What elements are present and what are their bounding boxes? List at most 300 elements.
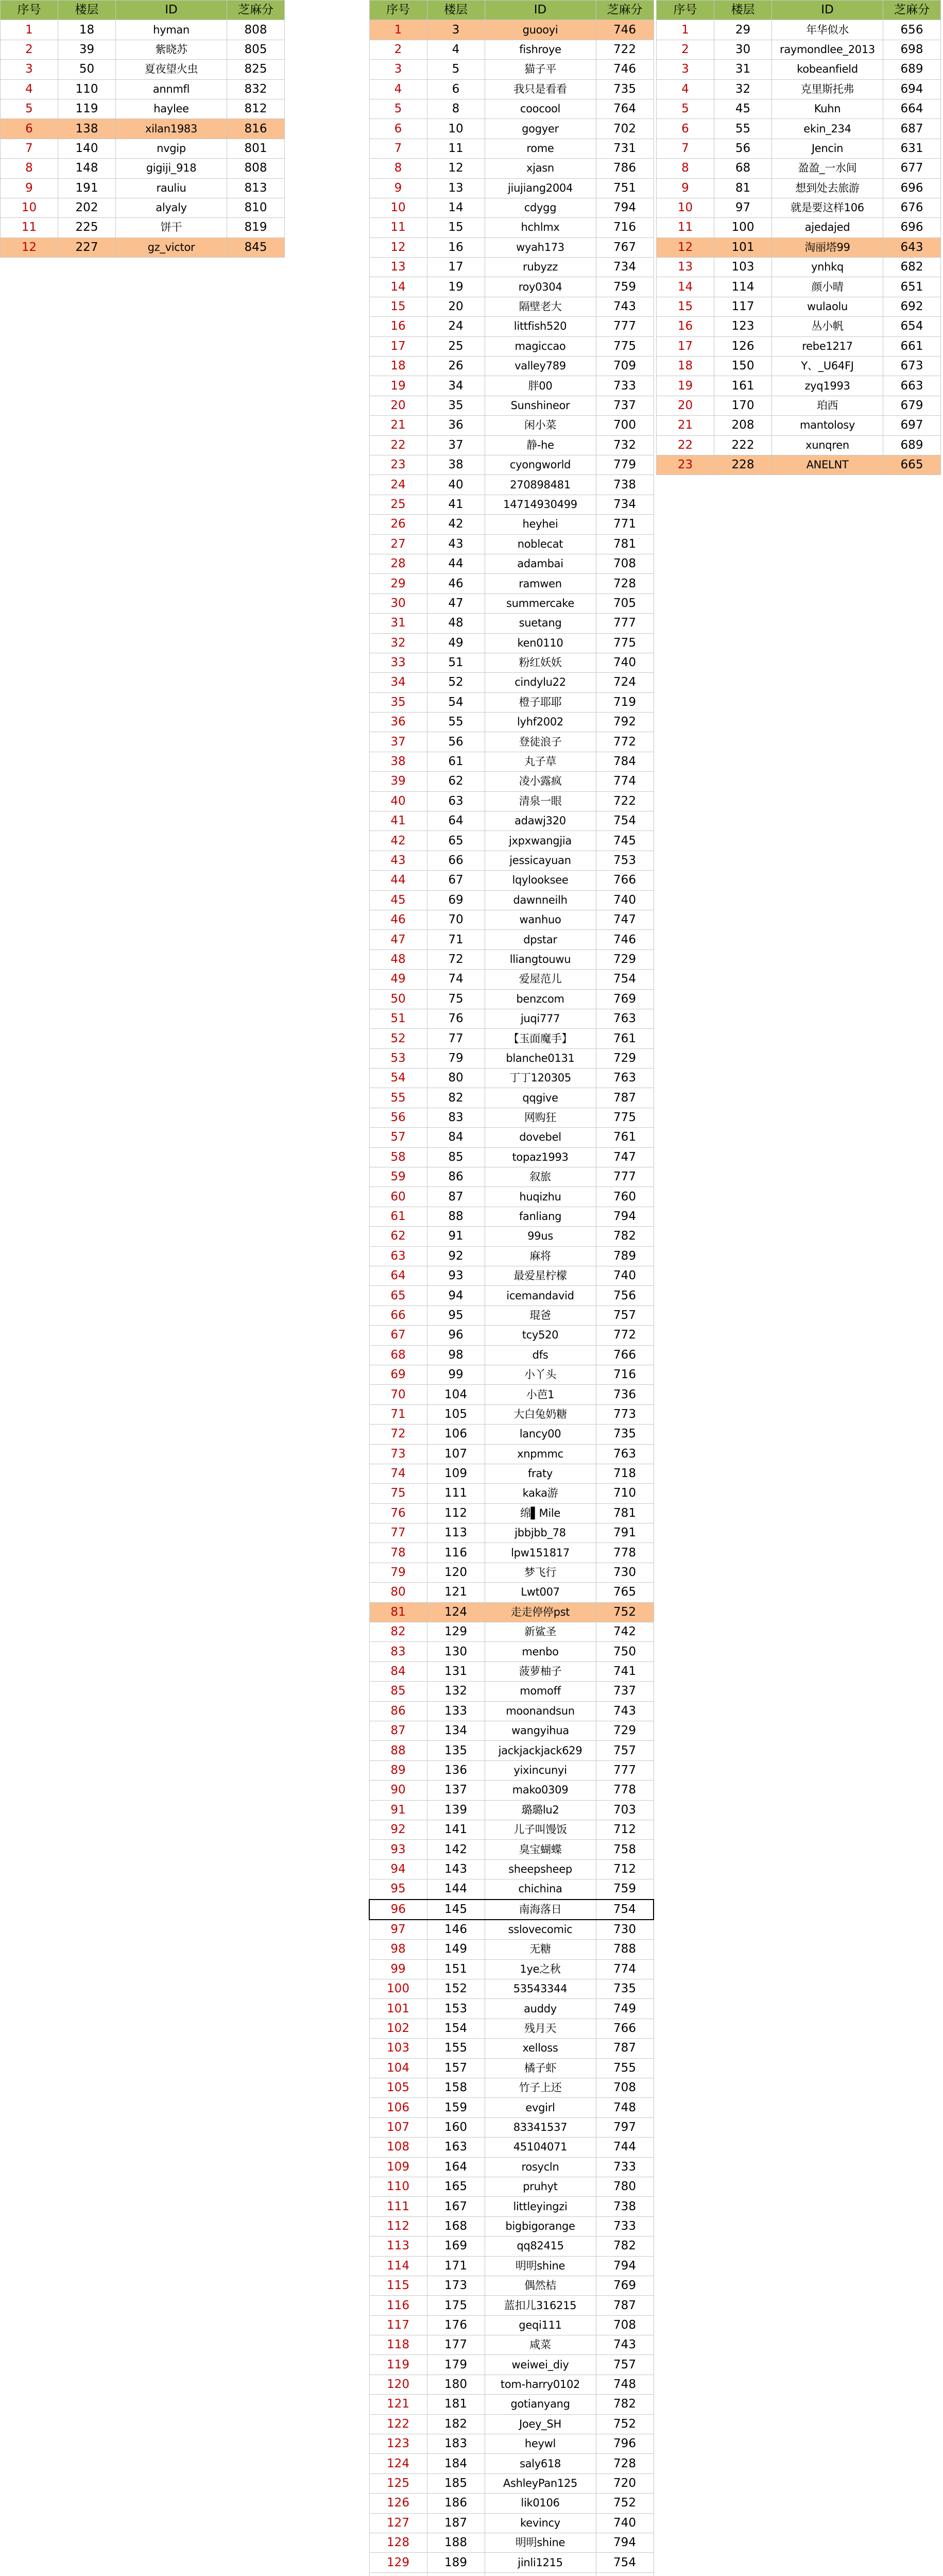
cell-floor: 161 xyxy=(714,376,772,396)
cell-seq: 16 xyxy=(369,317,427,336)
cell-seq: 51 xyxy=(369,1009,427,1028)
cell-floor: 146 xyxy=(427,1920,485,1940)
cell-seq: 25 xyxy=(369,495,427,514)
cell-id: xilan1983 xyxy=(116,119,227,139)
cell-id: cdygg xyxy=(485,198,596,217)
cell-id: evgirl xyxy=(485,2098,596,2117)
cell-floor: 26 xyxy=(427,357,485,376)
cell-seq: 56 xyxy=(369,1108,427,1127)
cell-floor: 137 xyxy=(427,1781,485,1800)
cell-floor: 144 xyxy=(427,1879,485,1900)
table-row xyxy=(657,178,941,198)
table-score-800-plus xyxy=(0,0,285,258)
table-row xyxy=(369,1800,654,1820)
cell-id: 网购狂 xyxy=(485,1108,596,1127)
cell-score: 755 xyxy=(596,2058,654,2078)
cell-seq: 74 xyxy=(369,1464,427,1483)
cell-id: blanche0131 xyxy=(485,1048,596,1068)
cell-seq: 107 xyxy=(369,2117,427,2137)
cell-seq: 13 xyxy=(369,258,427,277)
cell-id: rauliu xyxy=(116,178,227,198)
cell-score: 687 xyxy=(883,119,941,139)
cell-id: Lwt007 xyxy=(485,1583,596,1602)
table-row xyxy=(369,534,654,554)
table-row xyxy=(369,1266,654,1286)
cell-id: 清泉一眼 xyxy=(485,791,596,811)
cell-seq: 52 xyxy=(369,1029,427,1048)
cell-score: 792 xyxy=(596,713,654,732)
cell-id: 粉红妖妖 xyxy=(485,653,596,672)
cell-score: 661 xyxy=(883,336,941,356)
cell-seq: 109 xyxy=(369,2157,427,2177)
cell-floor: 55 xyxy=(427,713,485,732)
cell-score: 732 xyxy=(596,435,654,455)
cell-id: fishroye xyxy=(485,40,596,59)
cell-score: 742 xyxy=(596,1622,654,1642)
cell-floor: 119 xyxy=(58,99,116,118)
cell-seq: 4 xyxy=(1,79,58,99)
cell-score: 738 xyxy=(596,2197,654,2216)
cell-seq: 15 xyxy=(369,297,427,316)
cell-score: 750 xyxy=(596,1642,654,1662)
cell-score: 808 xyxy=(227,20,285,40)
table-row xyxy=(369,1365,654,1384)
cell-floor: 19 xyxy=(427,277,485,297)
cell-score: 805 xyxy=(227,40,285,59)
cell-seq: 3 xyxy=(1,60,58,79)
table-row xyxy=(369,1741,654,1760)
cell-seq: 12 xyxy=(1,238,58,257)
table-row xyxy=(369,1781,654,1800)
cell-score: 764 xyxy=(596,99,654,118)
cell-score: 737 xyxy=(596,1682,654,1701)
cell-seq: 79 xyxy=(369,1563,427,1582)
cell-score: 740 xyxy=(596,1266,654,1286)
table-row xyxy=(369,772,654,791)
cell-score: 722 xyxy=(596,791,654,811)
table-row xyxy=(369,1760,654,1780)
cell-score: 734 xyxy=(596,495,654,514)
cell-score: 743 xyxy=(596,297,654,316)
cell-score: 766 xyxy=(596,1345,654,1365)
cell-floor: 130 xyxy=(427,1642,485,1662)
table-row xyxy=(369,614,654,633)
cell-id: 83341537 xyxy=(485,2117,596,2137)
cell-score: 746 xyxy=(596,20,654,40)
cell-seq: 81 xyxy=(369,1602,427,1622)
table-row xyxy=(369,1425,654,1444)
cell-seq: 22 xyxy=(657,435,714,455)
cell-seq: 105 xyxy=(369,2078,427,2098)
cell-floor: 44 xyxy=(427,554,485,573)
table-row xyxy=(369,40,654,59)
table-row xyxy=(369,1246,654,1266)
cell-seq: 101 xyxy=(369,1999,427,2019)
cell-seq: 10 xyxy=(1,198,58,217)
table-row xyxy=(369,1563,654,1582)
cell-id: 静-he xyxy=(485,435,596,455)
cell-score: 735 xyxy=(596,1979,654,1999)
cell-seq: 125 xyxy=(369,2473,427,2493)
table-row xyxy=(1,159,285,178)
table-row xyxy=(369,2019,654,2038)
cell-score: 777 xyxy=(596,317,654,336)
cell-seq: 21 xyxy=(657,416,714,435)
cell-score: 754 xyxy=(596,1900,654,1920)
cell-id: 年华似水 xyxy=(772,20,883,40)
cell-seq: 113 xyxy=(369,2236,427,2256)
cell-score: 761 xyxy=(596,1029,654,1048)
cell-id: gotianyang xyxy=(485,2395,596,2414)
cell-score: 709 xyxy=(596,357,654,376)
cell-seq: 124 xyxy=(369,2454,427,2473)
cell-id: noblecat xyxy=(485,534,596,554)
cell-id: 紫晓苏 xyxy=(116,40,227,59)
cell-seq: 32 xyxy=(369,633,427,653)
cell-floor: 41 xyxy=(427,495,485,514)
cell-floor: 75 xyxy=(427,989,485,1009)
cell-score: 782 xyxy=(596,1227,654,1246)
cell-floor: 42 xyxy=(427,515,485,534)
cell-id: tom-harry0102 xyxy=(485,2375,596,2394)
cell-floor: 180 xyxy=(427,2375,485,2394)
cell-id: magiccao xyxy=(485,336,596,356)
cell-id: ajedajed xyxy=(772,218,883,238)
table-row xyxy=(657,198,941,217)
cell-seq: 11 xyxy=(657,218,714,238)
cell-id: summercake xyxy=(485,594,596,613)
cell-score: 745 xyxy=(596,831,654,851)
cell-floor: 228 xyxy=(714,455,772,474)
cell-score: 775 xyxy=(596,1108,654,1127)
cell-score: 756 xyxy=(596,1286,654,1306)
table-row xyxy=(369,2117,654,2137)
cell-floor: 101 xyxy=(714,238,772,257)
cell-score: 782 xyxy=(596,2236,654,2256)
cell-floor: 70 xyxy=(427,910,485,929)
cell-seq: 114 xyxy=(369,2256,427,2276)
cell-id: yixincunyi xyxy=(485,1760,596,1780)
table-row xyxy=(369,218,654,238)
table-row xyxy=(657,435,941,455)
cell-id: 绵▌Mile xyxy=(485,1503,596,1523)
cell-floor: 37 xyxy=(427,435,485,455)
cell-floor: 40 xyxy=(427,475,485,495)
cell-score: 743 xyxy=(596,2335,654,2355)
cell-id: fraty xyxy=(485,1464,596,1483)
table-row xyxy=(369,1662,654,1681)
table-row xyxy=(369,989,654,1009)
cell-seq: 26 xyxy=(369,515,427,534)
cell-score: 773 xyxy=(596,1404,654,1424)
cell-id: 偶然桔 xyxy=(485,2276,596,2295)
cell-seq: 104 xyxy=(369,2058,427,2078)
cell-floor: 74 xyxy=(427,970,485,989)
cell-id: adawj320 xyxy=(485,811,596,831)
cell-score: 654 xyxy=(883,317,941,336)
cell-id: 梦飞行 xyxy=(485,1563,596,1582)
cell-id: 叙旅 xyxy=(485,1167,596,1187)
cell-floor: 120 xyxy=(427,1563,485,1582)
cell-id: 南海落日 xyxy=(485,1900,596,1920)
cell-id: 琨爸 xyxy=(485,1306,596,1325)
table-row xyxy=(369,1701,654,1721)
cell-floor: 81 xyxy=(714,178,772,198)
cell-score: 722 xyxy=(596,40,654,59)
cell-seq: 36 xyxy=(369,713,427,732)
table-row xyxy=(369,515,654,534)
table-row xyxy=(369,2355,654,2375)
cell-floor: 106 xyxy=(427,1425,485,1444)
cell-id: tcy520 xyxy=(485,1326,596,1345)
cell-score: 748 xyxy=(596,2375,654,2394)
cell-score: 731 xyxy=(596,139,654,158)
cell-seq: 1 xyxy=(1,20,58,40)
table-row xyxy=(369,1187,654,1207)
table-row xyxy=(369,2572,654,2576)
cell-seq: 65 xyxy=(369,1286,427,1306)
cell-id: wulaolu xyxy=(772,297,883,316)
cell-seq: 4 xyxy=(369,79,427,99)
cell-id: xunqren xyxy=(772,435,883,455)
table-row xyxy=(369,1820,654,1839)
table-row xyxy=(369,20,654,40)
table-row xyxy=(369,1128,654,1147)
cell-id: jiujiang2004 xyxy=(485,178,596,198)
cell-seq: 67 xyxy=(369,1326,427,1345)
table-row xyxy=(369,1999,654,2019)
cell-id: gigiji_918 xyxy=(116,159,227,178)
table-row xyxy=(1,139,285,158)
header-floor: 楼层 xyxy=(714,1,772,20)
cell-id: 走走停停pst xyxy=(485,1602,596,1622)
cell-id: jinli1215 xyxy=(485,2553,596,2572)
cell-score: 676 xyxy=(883,198,941,217)
cell-floor: 4 xyxy=(427,40,485,59)
cell-seq: 58 xyxy=(369,1147,427,1167)
cell-floor: 105 xyxy=(427,1404,485,1424)
cell-id: 丛小帆 xyxy=(772,317,883,336)
cell-id: 明明shine xyxy=(485,2256,596,2276)
cell-floor: 154 xyxy=(427,2019,485,2038)
cell-seq: 85 xyxy=(369,1682,427,1701)
cell-id: annmfl xyxy=(116,79,227,99)
cell-score: 708 xyxy=(596,2078,654,2098)
table-row xyxy=(369,495,654,514)
cell-floor: 51 xyxy=(427,653,485,672)
table-row xyxy=(369,2494,654,2513)
header-row xyxy=(657,1,941,20)
cell-score: 710 xyxy=(596,1484,654,1503)
cell-floor: 68 xyxy=(714,159,772,178)
cell-floor: 114 xyxy=(714,277,772,297)
cell-seq: 9 xyxy=(369,178,427,198)
cell-floor: 222 xyxy=(714,435,772,455)
cell-score: 752 xyxy=(596,2414,654,2434)
cell-score: 777 xyxy=(596,614,654,633)
cell-floor: 107 xyxy=(427,1444,485,1464)
cell-score: 700 xyxy=(596,416,654,435)
cell-id: kobeanfield xyxy=(772,60,883,79)
cell-seq: 98 xyxy=(369,1940,427,1959)
cell-seq: 27 xyxy=(369,534,427,554)
cell-score: 812 xyxy=(227,99,285,118)
cell-floor: 138 xyxy=(58,119,116,139)
cell-seq: 76 xyxy=(369,1503,427,1523)
table-row xyxy=(369,357,654,376)
table-row xyxy=(369,1108,654,1127)
table-row xyxy=(369,139,654,158)
cell-score: 759 xyxy=(596,1879,654,1900)
cell-floor: 63 xyxy=(427,791,485,811)
table-row xyxy=(369,1959,654,1979)
table-row xyxy=(657,20,941,40)
cell-floor: 173 xyxy=(427,2276,485,2295)
cell-floor: 129 xyxy=(427,1622,485,1642)
cell-seq: 15 xyxy=(657,297,714,316)
cell-id: mako0309 xyxy=(485,1781,596,1800)
cell-score: 663 xyxy=(883,376,941,396)
cell-floor: 176 xyxy=(427,2315,485,2335)
cell-seq: 62 xyxy=(369,1227,427,1246)
table-row xyxy=(369,178,654,198)
table-row xyxy=(369,119,654,139)
table-row xyxy=(1,238,285,257)
header-score: 芝麻分 xyxy=(596,1,654,20)
table-row xyxy=(657,258,941,277)
cell-id: Kuhn xyxy=(772,99,883,118)
header-floor: 楼层 xyxy=(58,1,116,20)
cell-score: 772 xyxy=(596,1326,654,1345)
cell-id: coocool xyxy=(485,99,596,118)
table-row xyxy=(369,1464,654,1483)
cell-seq: 82 xyxy=(369,1622,427,1642)
cell-id: lyhf2002 xyxy=(485,713,596,732)
cell-score: 757 xyxy=(596,2355,654,2375)
table-row xyxy=(369,198,654,217)
table-row xyxy=(369,1503,654,1523)
cell-floor: 134 xyxy=(427,1721,485,1740)
table-row xyxy=(369,2395,654,2414)
cell-id: qq82415 xyxy=(485,2236,596,2256)
cell-score: 777 xyxy=(596,1760,654,1780)
cell-seq: 8 xyxy=(1,159,58,178)
cell-score: 733 xyxy=(596,2157,654,2177)
cell-seq: 39 xyxy=(369,772,427,791)
table-row xyxy=(369,1286,654,1306)
cell-score: 643 xyxy=(883,238,941,257)
cell-seq: 23 xyxy=(369,455,427,474)
cell-floor: 149 xyxy=(427,1940,485,1959)
cell-seq: 44 xyxy=(369,871,427,890)
cell-score: 845 xyxy=(227,238,285,257)
cell-id: 橙子耶耶 xyxy=(485,692,596,712)
cell-score: 724 xyxy=(596,673,654,692)
cell-floor: 152 xyxy=(427,1979,485,1999)
cell-floor: 227 xyxy=(58,238,116,257)
cell-id: lqylooksee xyxy=(485,871,596,890)
cell-score: 677 xyxy=(883,159,941,178)
cell-id: 就是要这样106 xyxy=(772,198,883,217)
cell-floor: 168 xyxy=(427,2216,485,2236)
cell-score: 759 xyxy=(596,277,654,297)
table-row xyxy=(369,2058,654,2078)
table-row xyxy=(369,732,654,752)
cell-score: 708 xyxy=(596,554,654,573)
cell-seq: 48 xyxy=(369,950,427,969)
cell-floor: 64 xyxy=(427,811,485,831)
cell-score: 730 xyxy=(596,1563,654,1582)
header-row xyxy=(1,1,285,20)
cell-seq: 38 xyxy=(369,752,427,771)
table-row xyxy=(369,60,654,79)
cell-floor: 225 xyxy=(58,218,116,238)
cell-seq: 42 xyxy=(369,831,427,851)
cell-score: 728 xyxy=(596,2454,654,2473)
cell-score: 787 xyxy=(596,2296,654,2315)
cell-id: Y、_U64FJ xyxy=(772,357,883,376)
cell-score: 761 xyxy=(596,1128,654,1147)
cell-floor: 82 xyxy=(427,1088,485,1108)
cell-seq: 5 xyxy=(657,99,714,118)
cell-id: ken0110 xyxy=(485,633,596,653)
cell-seq: 46 xyxy=(369,910,427,929)
cell-seq: 31 xyxy=(369,614,427,633)
table-row xyxy=(369,297,654,316)
cell-score: 788 xyxy=(596,1940,654,1959)
table-row xyxy=(369,475,654,495)
table-row xyxy=(369,1306,654,1325)
cell-seq: 2 xyxy=(657,40,714,59)
cell-seq: 43 xyxy=(369,851,427,870)
cell-id: 新鲨圣 xyxy=(485,1622,596,1642)
cell-id: lik0106 xyxy=(485,2494,596,2513)
cell-id: 咸菜 xyxy=(485,2335,596,2355)
cell-floor: 185 xyxy=(427,2473,485,2493)
cell-id: dawnneilh xyxy=(485,890,596,910)
cell-seq: 19 xyxy=(369,376,427,396)
table-row xyxy=(369,1879,654,1900)
cell-score: 774 xyxy=(596,772,654,791)
cell-seq: 99 xyxy=(369,1959,427,1979)
table-row xyxy=(369,890,654,910)
cell-score: 772 xyxy=(596,732,654,752)
cell-score: 749 xyxy=(596,1999,654,2019)
cell-floor: 83 xyxy=(427,1108,485,1127)
table-row xyxy=(657,119,941,139)
cell-floor: 72 xyxy=(427,950,485,969)
cell-score: 734 xyxy=(596,258,654,277)
table-row xyxy=(369,2078,654,2098)
cell-floor: 79 xyxy=(427,1048,485,1068)
cell-score: 794 xyxy=(596,2256,654,2276)
table-row xyxy=(657,60,941,79)
cell-seq: 19 xyxy=(657,376,714,396)
cell-id: auddy xyxy=(485,1999,596,2019)
cell-score: 716 xyxy=(596,218,654,238)
cell-floor: 150 xyxy=(714,357,772,376)
table-row xyxy=(369,791,654,811)
cell-id: 闲小菜 xyxy=(485,416,596,435)
cell-id: rubyzz xyxy=(485,258,596,277)
cell-id: 丸子草 xyxy=(485,752,596,771)
cell-floor: 30 xyxy=(714,40,772,59)
table-row xyxy=(657,336,941,356)
cell-floor: 153 xyxy=(427,1999,485,2019)
table-row xyxy=(369,2553,654,2572)
cell-score: 794 xyxy=(596,1207,654,1226)
cell-floor: 109 xyxy=(427,1464,485,1483)
